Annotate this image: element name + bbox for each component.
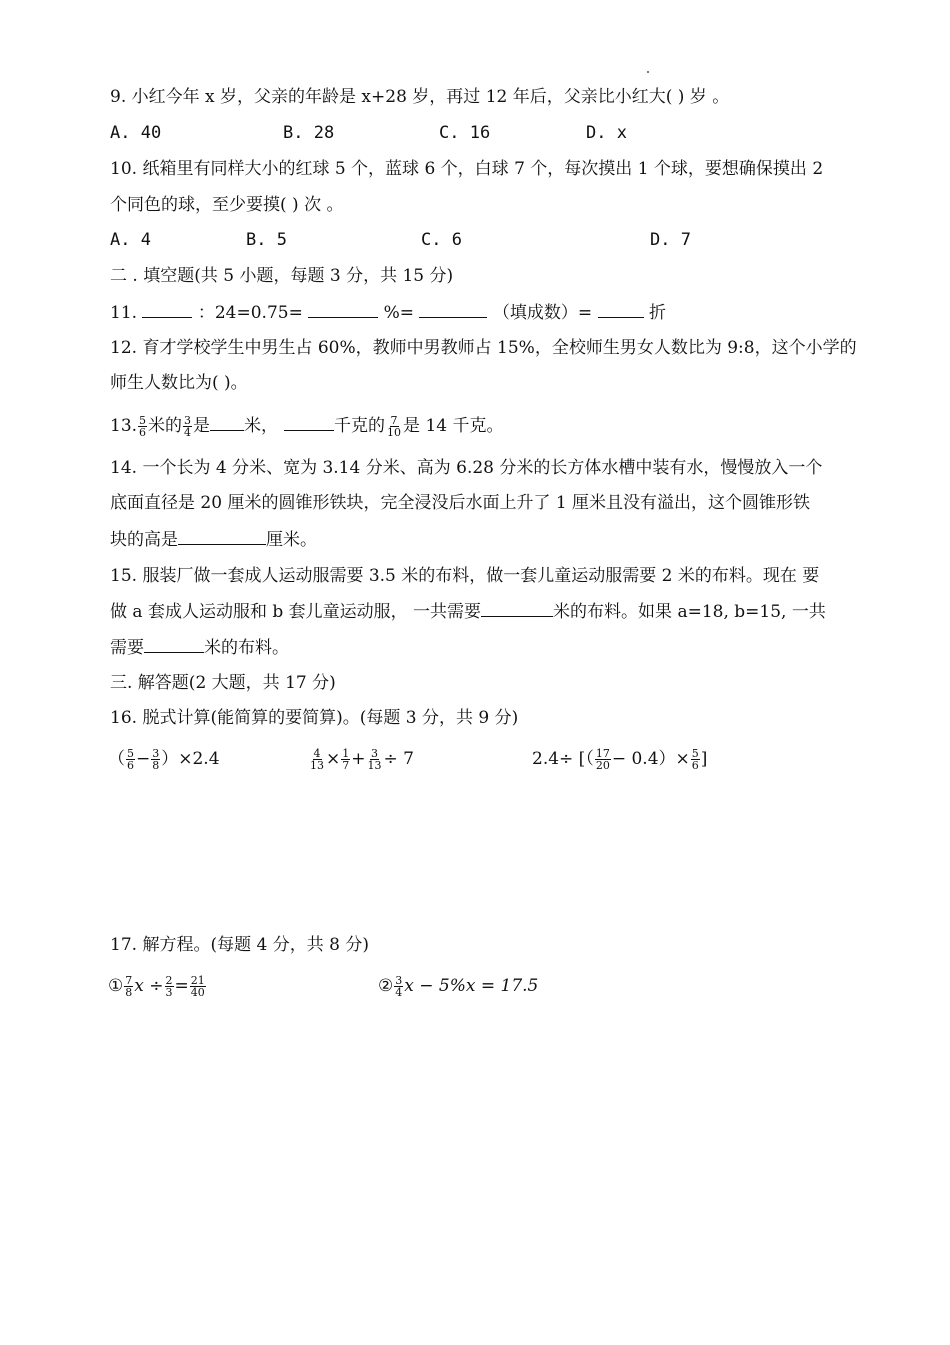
q15-blank-2[interactable] — [144, 636, 204, 653]
q17-e2-fraction-a — [394, 975, 403, 998]
question-14-line-1: 14. 一个长为 4 分米、宽为 3.14 分米、高为 6.28 分米的长方体水槽中装有水，慢慢放入一个 — [110, 458, 823, 478]
q11-number: 11. — [110, 303, 138, 323]
q17-e2-a-den: 4 — [395, 986, 403, 999]
q13-f2-denominator: 4 — [184, 426, 192, 439]
q13-f1-denominator: 6 — [139, 426, 147, 439]
q16-e1-open: （ — [108, 749, 125, 769]
question-12-line-1: 12. 育才学校学生中男生占 60%，教师中男教师占 15%，全校师生男女人数比为 9:8，这个小学的 — [110, 338, 857, 358]
question-15-line-3 — [110, 636, 289, 659]
q17-e2-mark: ② — [378, 976, 394, 996]
q9-option-c: C. 16 — [439, 123, 491, 143]
q16-e1-a-den: 6 — [127, 759, 134, 772]
q16-expression-1 — [108, 748, 220, 771]
q16-e1-minus: − — [136, 749, 151, 769]
q16-e2-tail: ÷ 7 — [383, 749, 414, 769]
q17-e1-b-num: 2 — [165, 974, 173, 987]
q17-e1-mark: ① — [108, 976, 124, 996]
q16-expression-2 — [308, 748, 414, 771]
q16-e3-fraction-b — [691, 748, 700, 771]
q17-e2-a-num: 3 — [395, 974, 403, 987]
q10-option-a: A. 4 — [110, 230, 151, 250]
q15-text-a: 做 a 套成人运动服和 b 套儿童运动服， 一共需要 — [110, 602, 482, 622]
q15-blank-1[interactable] — [481, 600, 553, 617]
section-3-heading: 三. 解答题(2 大题，共 17 分) — [110, 673, 336, 693]
q11-part-1: ：24=0.75= — [197, 303, 303, 323]
q16-e2-plus: + — [351, 749, 366, 769]
question-11 — [110, 301, 666, 324]
q16-e3-a-num: 17 — [595, 747, 610, 760]
q16-e2-c-den: 13 — [367, 759, 382, 772]
q13-f2-numerator: 3 — [184, 414, 192, 427]
q13-text-5: 是 14 千克。 — [403, 416, 504, 436]
q11-part-2: %= — [383, 303, 415, 323]
q17-e1-a-num: 7 — [125, 974, 133, 987]
q13-blank-2[interactable] — [284, 414, 334, 431]
scan-dot — [647, 71, 649, 73]
question-17-title: 17. 解方程。(每题 4 分，共 8 分) — [110, 935, 369, 955]
q13-f3-denominator: 10 — [387, 426, 402, 439]
q16-e2-fraction-c — [367, 748, 383, 771]
q17-e1-a-den: 8 — [125, 986, 133, 999]
q17-e1-b-den: 3 — [165, 986, 173, 999]
q16-e2-c-num: 3 — [371, 747, 378, 760]
q14-text-a: 块的高是 — [110, 530, 178, 550]
q10-option-d: D. 7 — [650, 230, 691, 250]
question-14-line-2: 底面直径是 20 厘米的圆锥形铁块，完全浸没后水面上升了 1 厘米且没有溢出，这个圆锥形铁 — [110, 493, 811, 513]
q16-e3-mid: − 0.4）× — [611, 749, 690, 769]
q16-e1-b-den: 8 — [152, 759, 160, 772]
question-10-line-1: 10. 纸箱里有同样大小的红球 5 个，蓝球 6 个，白球 7 个，每次摸出 1 个球，要想确保摸出 2 — [110, 159, 824, 179]
q16-e3-head: 2.4÷ [（ — [532, 749, 594, 769]
q17-e1-fraction-c — [190, 975, 206, 998]
q11-blank-3[interactable] — [419, 301, 487, 318]
q13-text-1: 米的 — [148, 416, 183, 436]
q16-e3-fraction-a — [595, 748, 611, 771]
q11-blank-2[interactable] — [308, 301, 378, 318]
question-16-title: 16. 脱式计算(能简算的要简算)。(每题 3 分，共 9 分) — [110, 708, 519, 728]
q16-e2-fraction-b — [341, 748, 350, 771]
q16-e1-a-num: 5 — [127, 747, 134, 760]
question-9-text: 9. 小红今年 x 岁，父亲的年龄是 x+28 岁，再过 12 年后，父亲比小红大( ) 岁 。 — [110, 87, 730, 107]
q16-e3-a-den: 20 — [595, 759, 610, 772]
q15-text-c: 需要 — [110, 638, 144, 658]
q9-option-d: D. x — [586, 123, 627, 143]
q13-blank-1[interactable] — [210, 414, 244, 431]
q13-text-3: 米， — [244, 416, 279, 436]
q14-blank[interactable] — [178, 528, 266, 545]
question-14-line-3 — [110, 528, 317, 551]
q16-e2-b-den: 7 — [342, 759, 350, 772]
q11-part-4: 折 — [648, 303, 666, 323]
q17-e1-x-div: x ÷ — [134, 976, 164, 996]
q16-e1-fraction-a — [126, 748, 135, 771]
q11-blank-1[interactable] — [142, 301, 192, 318]
q16-e2-b-num: 1 — [342, 747, 350, 760]
q11-part-3: （填成数）= — [492, 303, 593, 323]
q9-option-b: B. 28 — [283, 123, 335, 143]
q10-option-c: C. 6 — [421, 230, 462, 250]
q15-text-b: 米的布料。如果 a=18, b=15, 一共 — [553, 602, 826, 622]
q17-equation-2 — [378, 975, 538, 998]
q17-e1-equals: = — [174, 976, 189, 996]
q13-text-2: 是 — [193, 416, 211, 436]
q16-e3-tail: ] — [700, 749, 708, 769]
q16-e3-b-den: 6 — [691, 759, 699, 772]
q9-option-a: A. 40 — [110, 123, 162, 143]
q17-e1-fraction-b — [165, 975, 174, 998]
q16-e2-a-num: 4 — [313, 747, 321, 760]
q13-fraction-3 — [386, 415, 402, 438]
question-15-line-1: 15. 服装厂做一套成人运动服需要 3.5 米的布料，做一套儿童运动服需要 2 米的布料。现在 要 — [110, 566, 820, 586]
section-2-heading: 二 . 填空题(共 5 小题，每题 3 分，共 15 分) — [110, 266, 454, 286]
question-13 — [110, 414, 504, 438]
q13-f3-numerator: 7 — [390, 414, 398, 427]
question-12-line-2: 师生人数比为( )。 — [110, 373, 248, 393]
q15-text-d: 米的布料。 — [204, 638, 289, 658]
q16-e1-b-num: 3 — [152, 747, 160, 760]
q13-fraction-1 — [138, 415, 147, 438]
q16-e2-a-den: 13 — [310, 759, 324, 772]
q16-e1-tail: ）×2.4 — [161, 749, 220, 769]
q13-number: 13. — [110, 416, 138, 436]
q14-text-b: 厘米。 — [266, 530, 317, 550]
q13-f1-numerator: 5 — [139, 414, 147, 427]
q16-e1-fraction-b — [151, 748, 160, 771]
q16-e2-fraction-a — [309, 748, 325, 771]
q17-e1-c-den: 40 — [190, 986, 205, 999]
q17-e1-c-num: 21 — [190, 974, 205, 987]
question-10-line-2: 个同色的球，至少要摸( ) 次 。 — [110, 195, 344, 215]
q17-equation-1 — [108, 975, 207, 998]
q10-option-b: B. 5 — [246, 230, 287, 250]
q16-e2-times: × — [326, 749, 341, 769]
q17-e2-rest: x − 5%x = 17.5 — [404, 976, 539, 996]
q16-e3-b-num: 5 — [691, 747, 699, 760]
q17-e1-fraction-a — [124, 975, 133, 998]
q13-text-4: 千克的 — [334, 416, 386, 436]
q11-blank-4[interactable] — [598, 301, 644, 318]
question-15-line-2 — [110, 600, 826, 623]
q13-fraction-2 — [183, 415, 192, 438]
q16-expression-3 — [532, 748, 707, 771]
